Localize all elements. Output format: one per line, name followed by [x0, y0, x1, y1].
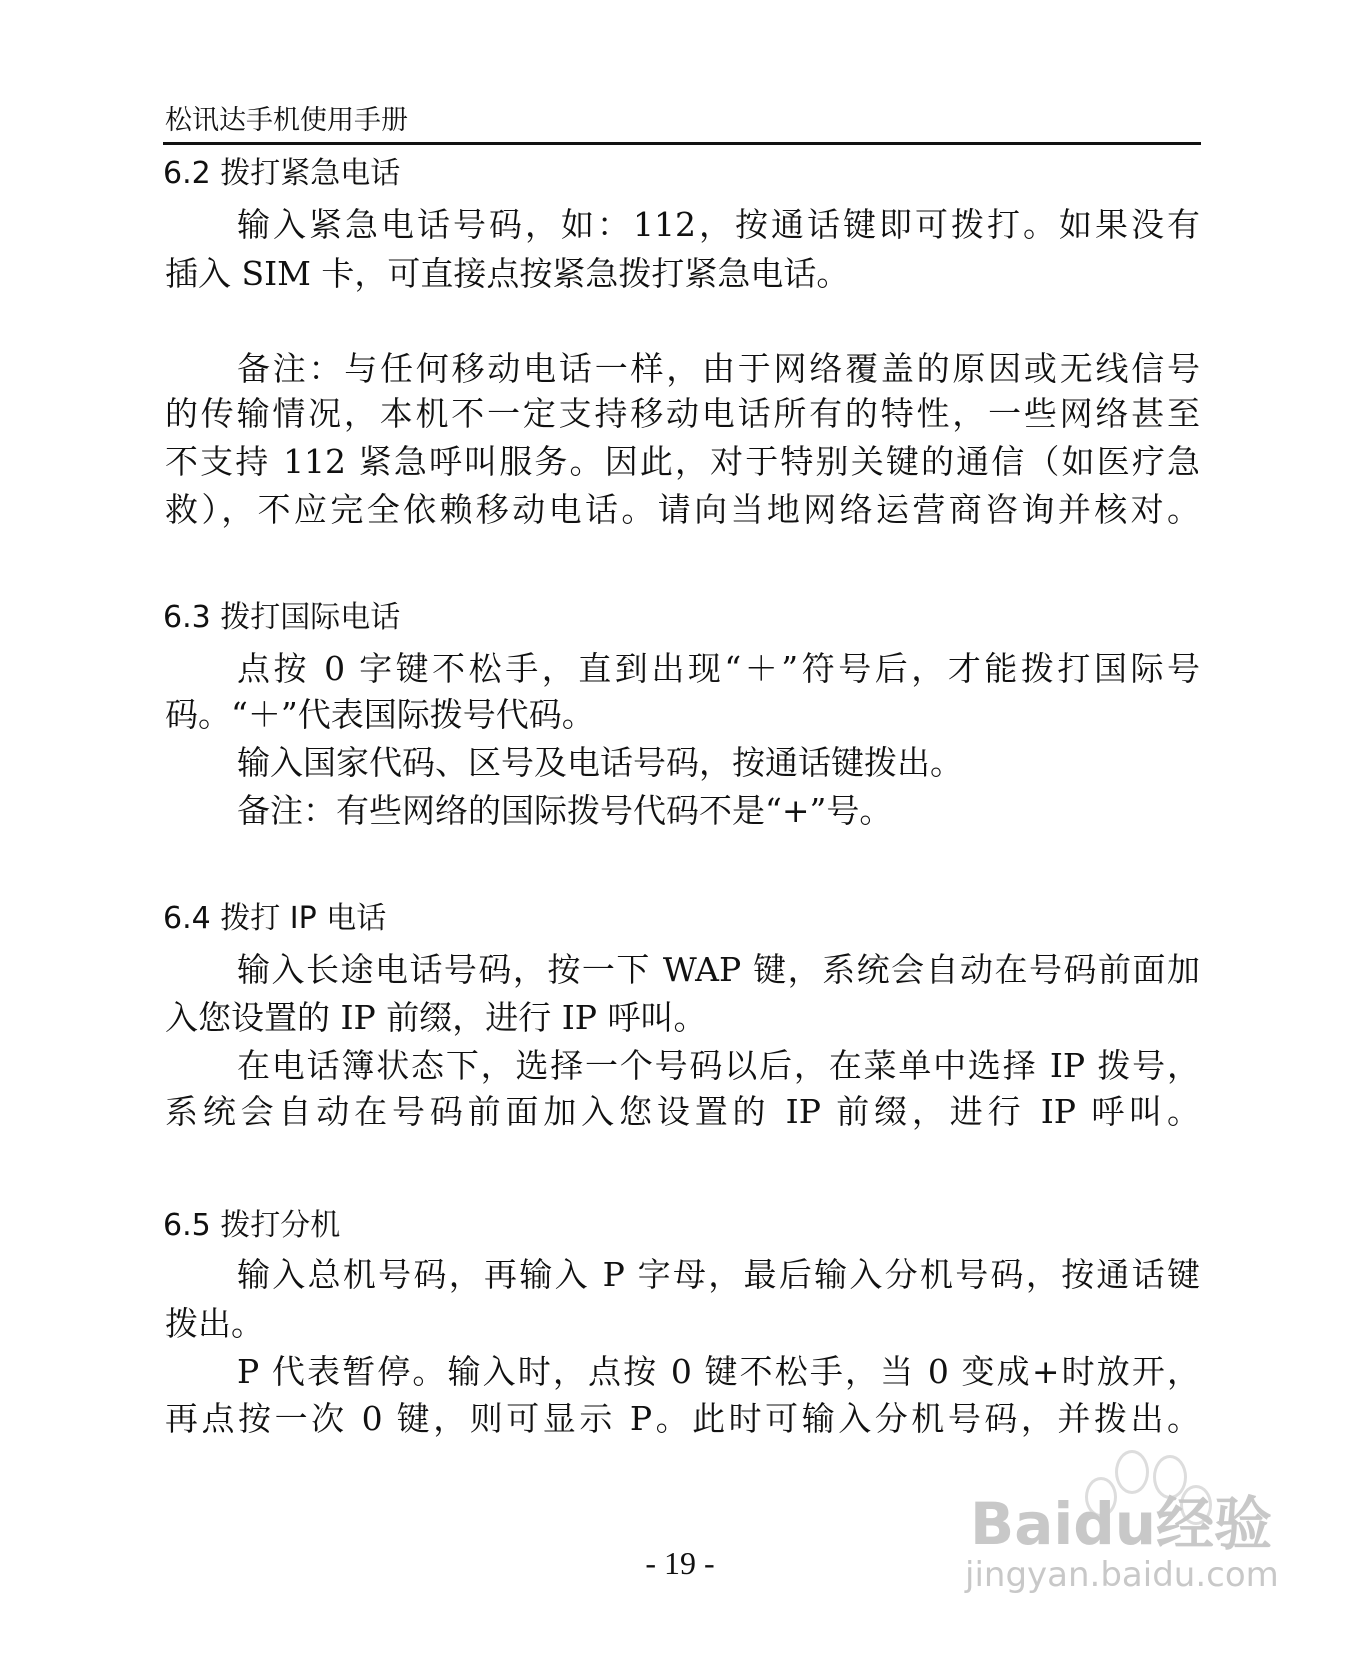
section-heading-6-3: 6.3 拨打国际电话: [163, 600, 401, 635]
paragraph-line: 在电话簿状态下，选择一个号码以后，在菜单中选择 IP 拨号，: [237, 1046, 1200, 1085]
section-heading-6-2: 6.2 拨打紧急电话: [163, 156, 401, 191]
paragraph-line: 插入 SIM 卡，可直接点按紧急拨打紧急电话。: [165, 254, 850, 293]
baidu-watermark: [965, 1455, 1285, 1605]
paragraph-line: 入您设置的 IP 前缀，进行 IP 呼叫。: [165, 998, 707, 1037]
paragraph-line: 拨出。: [165, 1304, 264, 1343]
paragraph-line: 输入长途电话号码，按一下 WAP 键，系统会自动在号码前面加: [237, 950, 1200, 989]
paragraph-line: P 代表暂停。输入时，点按 0 键不松手，当 0 变成+时放开，: [237, 1352, 1200, 1391]
section-heading-6-5: 6.5 拨打分机: [163, 1208, 341, 1243]
note-line: 救），不应完全依赖移动电话。请向当地网络运营商咨询并核对。: [165, 490, 1200, 529]
note-line: 的传输情况，本机不一定支持移动电话所有的特性，一些网络甚至: [165, 394, 1200, 433]
paragraph-line: 输入紧急电话号码，如：112，按通话键即可拨打。如果没有: [237, 205, 1200, 244]
paragraph-line: 输入总机号码，再输入 P 字母，最后输入分机号码，按通话键: [237, 1255, 1200, 1294]
note-line: 备注：与任何移动电话一样，由于网络覆盖的原因或无线信号: [237, 349, 1200, 388]
note-line: 不支持 112 紧急呼叫服务。因此，对于特别关键的通信（如医疗急: [165, 442, 1200, 481]
paragraph-line: 码。“＋”代表国际拨号代码。: [165, 695, 595, 734]
note-line: 备注：有些网络的国际拨号代码不是“+”号。: [237, 791, 893, 830]
section-heading-6-4: 6.4 拨打 IP 电话: [163, 901, 387, 936]
header-rule: [163, 142, 1201, 145]
paragraph-line: 系统会自动在号码前面加入您设置的 IP 前缀，进行 IP 呼叫。: [165, 1092, 1200, 1131]
watermark-logo: Baidu经验: [970, 1490, 1273, 1558]
running-header: 松讯达手机使用手册: [165, 105, 408, 136]
page-number: - 19 -: [645, 1545, 715, 1581]
paragraph-line: 再点按一次 0 键，则可显示 P。此时可输入分机号码，并拨出。: [165, 1399, 1200, 1438]
watermark-url: jingyan.baidu.com: [965, 1555, 1279, 1595]
paragraph-line: 输入国家代码、区号及电话号码，按通话键拨出。: [237, 743, 963, 782]
paragraph-line: 点按 0 字键不松手，直到出现“＋”符号后，才能拨打国际号: [237, 649, 1200, 688]
